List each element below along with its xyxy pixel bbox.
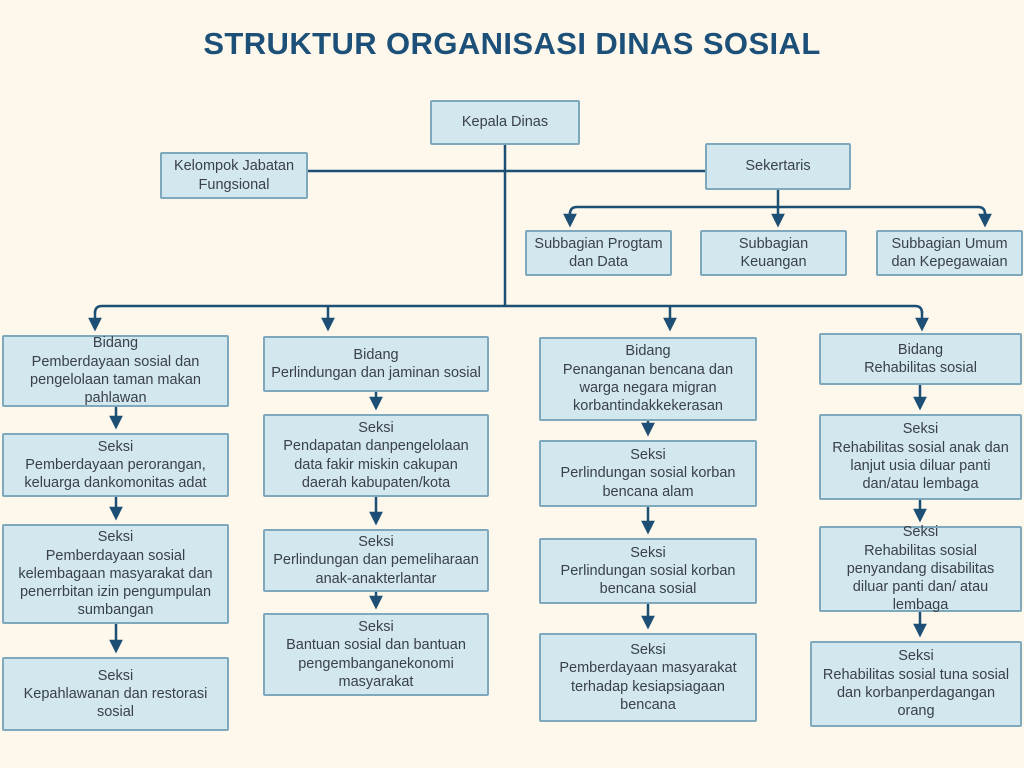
node-text: Kepahlawanan dan restorasi sosial [23,685,208,721]
node-text: Pendapatan danpengelolaan data fakir miskin cakupan daerah kabupaten/kota [283,438,469,491]
node-seksi-1-3 [2,657,229,731]
node-label: Kelompok Jabatan Fungsional [173,158,295,193]
node-label: Subbagian Progtam dan Data [534,235,663,270]
node-seksi-2-3 [263,613,489,696]
node-text: Rehabilitas sosial penyandang disabilitas diluar panti dan/ atau lembaga [846,542,995,614]
node-label: Subbagian Umum dan Kepegawaian [891,235,1008,270]
node-label: Sekertaris [745,158,811,175]
page-title: STRUKTUR ORGANISASI DINAS SOSIAL [203,26,821,61]
node-seksi-1-2 [2,524,229,624]
branch-bidang [95,306,922,313]
node-label: Kepala Dinas [461,114,549,131]
node-text: Perlindungan sosial korban bencana alam [560,465,736,500]
node-subbagian-umum-kepegawaian [876,230,1023,276]
node-seksi-4-2 [819,526,1022,612]
node-heading: Seksi [630,447,666,464]
node-heading: Seksi [97,438,134,455]
node-bidang-4 [819,333,1022,385]
node-heading: Seksi [97,529,134,546]
node-heading: Seksi [358,534,394,551]
node-seksi-4-3 [810,641,1022,727]
node-text: Penanganan bencana dan warga negara migran korbantindakkekerasan [562,361,734,415]
node-bidang-1 [2,335,229,407]
node-subbagian-keuangan [700,230,847,276]
node-kelompok-jabatan-fungsional [160,152,308,199]
node-text: Pemberdayaan perorangan, keluarga dankomonitas adat [24,456,207,492]
node-seksi-4-1 [819,414,1022,500]
node-text: Pemberdayaan masyarakat terhadap kesiapsiagaan bencana [559,660,737,713]
node-seksi-1-1 [2,433,229,497]
node-bidang-3 [539,337,757,421]
node-heading: Seksi [97,667,134,684]
node-seksi-3-2 [539,538,757,604]
node-heading: Seksi [630,544,666,561]
node-text: Perlindungan dan pemeliharaan anak-anakterlantar [273,552,479,587]
node-heading: Seksi [630,641,666,658]
node-text: Rehabilitas sosial anak dan lanjut usia diluar panti dan/atau lembaga [832,439,1009,493]
node-text: Bantuan sosial dan bantuan pengembanganekonomi masyarakat [286,637,466,690]
node-text: Pemberdayaan sosial dan pengelolaan taman makan pahlawan [30,353,201,407]
node-heading: Seksi [902,421,939,438]
node-heading: Seksi [358,419,394,436]
node-label: Subbagian Keuangan [738,235,809,270]
node-heading: Bidang [92,335,139,352]
node-subbagian-program-data [525,230,672,276]
node-heading: Bidang [625,343,671,360]
node-seksi-2-1 [263,414,489,497]
node-bidang-2 [263,336,489,392]
node-heading: Seksi [902,524,939,541]
node-seksi-3-3 [539,633,757,722]
node-text: Pemberdayaan sosial kelembagaan masyarakat dan penerrbitan izin pengumpulan sumbangan [18,547,213,619]
node-kepala-dinas [430,100,580,145]
node-text: Rehabilitas sosial [864,360,977,376]
node-sekertaris [705,143,851,190]
node-heading: Seksi [358,618,394,635]
node-seksi-2-2 [263,529,489,592]
node-seksi-3-1 [539,440,757,507]
node-heading: Seksi [898,648,934,665]
node-heading: Bidang [897,341,944,358]
node-text: Perlindungan sosial korban bencana sosial [560,562,736,598]
node-text: Perlindungan dan jaminan sosial [271,365,481,381]
node-heading: Bidang [353,346,399,363]
node-text: Rehabilitas sosial tuna sosial dan korbanperdagangan orang [822,666,1010,720]
